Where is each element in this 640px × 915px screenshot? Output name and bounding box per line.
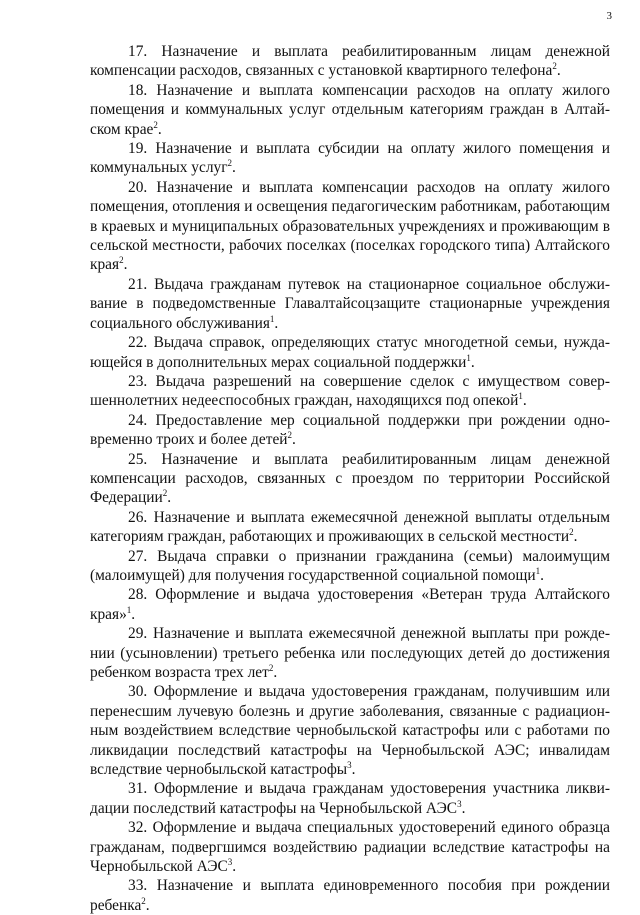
footnote-mark: 2 xyxy=(119,255,124,266)
footnote-mark: 2 xyxy=(141,895,146,906)
list-item-26: 26. Назначение и выплата ежемесячной денежной выплаты отдельным категориям граждан, работающих и проживающих в сельской местности$^2$. xyxy=(90,508,610,546)
footnote-mark: 3 xyxy=(457,798,462,809)
document-body xyxy=(90,42,610,915)
footnote-mark: 1 xyxy=(126,604,132,615)
footnote-mark: 2 xyxy=(552,61,557,72)
list-item-30: 30. Оформление и выдача удостоверения гражданам, получившим или перенесшим лучевую болезнь и другие заболевания, связанные с радиационным воздействием вследствие чернобыльской катастрофы или с работами по ликвидации последствий катастрофы на Чернобыльской АЭС; инвалидам вследствие чернобыльской катастрофы$^3$. xyxy=(90,683,610,779)
list-item-27: 27. Выдача справки о признании гражданина (семьи) малоимущим (малоимущей) для получения государственной социальной помощи$^1$. xyxy=(90,547,610,584)
footnote-mark: 1 xyxy=(466,352,471,363)
list-item-24: 24. Предоставление мер социальной поддержки при рождении одновременно троих и более детей$^2$. xyxy=(90,411,610,449)
list-item-29: 29. Назначение и выплата ежемесячной денежной выплаты при рождении (усыновлении) третьего ребенка или последующих детей до достижения ребенком возраста трех лет$^2$. xyxy=(90,625,610,681)
list-item-25: 25. Назначение и выплата реабилитированным лицам денежной компенсации расходов, связанных с проездом по территории Российской Федерации$^2$. xyxy=(90,450,610,507)
footnote-mark: 2 xyxy=(569,527,574,538)
footnote-mark: 2 xyxy=(227,158,233,169)
list-item-23: 23. Выдача разрешений на совершение сделок с имуществом совершеннолетних недееспособных граждан, находящихся под опекой$^1$. xyxy=(90,372,610,410)
footnote-mark: 3 xyxy=(347,759,352,770)
list-item-18: 18. Назначение и выплата компенсации расходов на оплату жилого помещения и коммунальных услуг отдельным категориям граждан в Алтайском крае$^2$. xyxy=(90,81,610,138)
list-item-28: 28. Оформление и выдача удостоверения «Ветеран труда Алтайского края»$^1$. xyxy=(90,586,610,623)
footnote-mark: 2 xyxy=(287,430,293,440)
footnote-mark: 2 xyxy=(268,662,274,673)
list-item-21: 21. Выдача гражданам путевок на стационарное социальное обслуживание в подведомственные Главалтайсоцзащите стационарные учреждения социального обслуживания$^1$. xyxy=(90,275,610,332)
list-item-17: 17. Назначение и выплата реабилитированным лицам денежной компенсации расходов, связанных с установкой квартирного телефона$^2$. xyxy=(90,43,610,80)
list-item-31: 31. Оформление и выдача гражданам удостоверения участника ликвидации последствий катастрофы на Чернобыльской АЭС$^3$. xyxy=(90,780,610,817)
list-item-22: 22. Выдача справок, определяющих статус многодетной семьи, нуждающейся в дополнительных мерах социальной поддержки$^1$. xyxy=(90,334,610,371)
list-item-32: 32. Оформление и выдача специальных удостоверений единого образца гражданам, подвергшимся воздействию радиации вследствие катастрофы на Чернобыльской АЭС$^3$. xyxy=(90,819,610,876)
list-item-20: 20. Назначение и выплата компенсации расходов на оплату жилого помещения, отопления и освещения педагогическим работникам, работающим в краевых и муниципальных образовательных учреждениях и проживающим в сельской местности, рабочих поселках (поселках городского типа) Алтайского края$^2$. xyxy=(90,178,610,274)
footnote-mark: 1 xyxy=(269,313,275,324)
list-item-19: 19. Назначение и выплата субсидии на оплату жилого помещения и коммунальных услуг$^2$. xyxy=(90,140,610,177)
footnote-mark: 1 xyxy=(518,391,523,402)
footnote-mark: 2 xyxy=(162,488,168,499)
footnote-mark: 2 xyxy=(153,119,158,130)
footnote-mark: 1 xyxy=(535,565,541,576)
page-number: 3 xyxy=(606,10,612,22)
list-item-33: 33. Назначение и выплата единовременного пособия при рождении ребенка$^2$. xyxy=(90,877,610,914)
footnote-mark: 3 xyxy=(227,856,233,867)
